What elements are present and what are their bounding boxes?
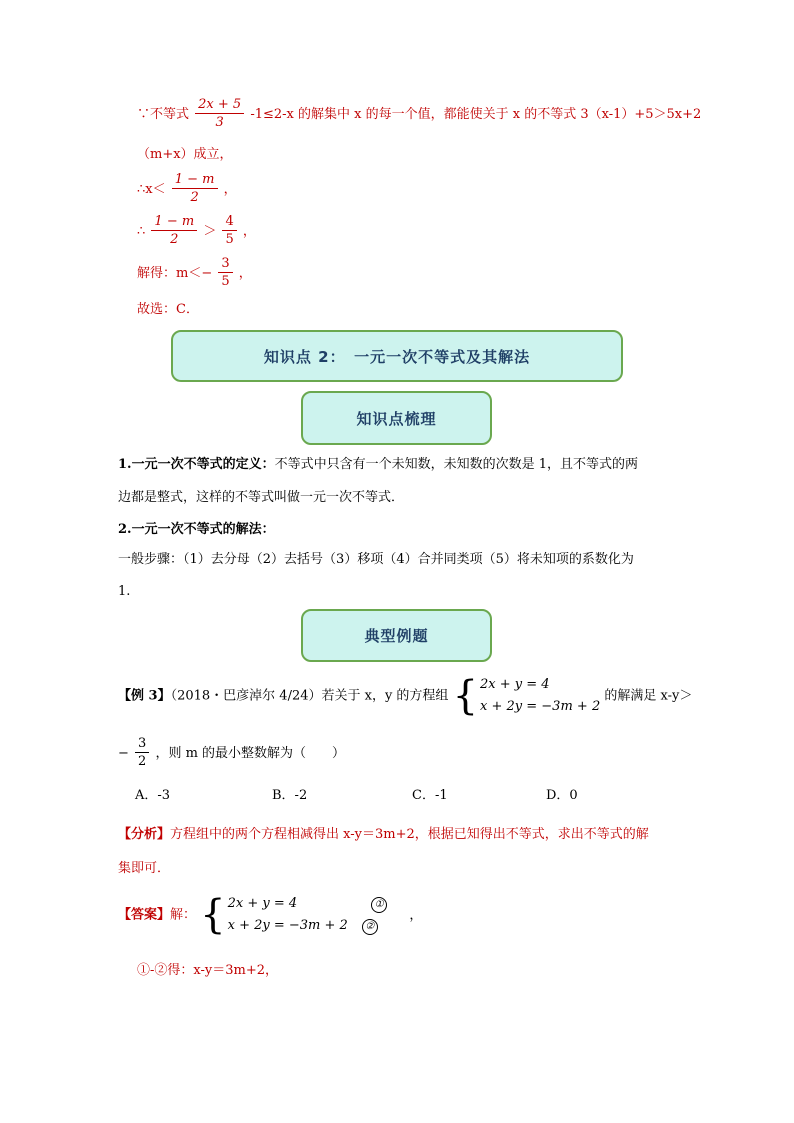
circled-number-2: ② xyxy=(362,919,378,935)
example-ask: ，则 m 的最小整数解为（ ） xyxy=(155,746,346,761)
solution-line-6: 故选：C． xyxy=(137,302,199,317)
fraction-denominator: 2 xyxy=(190,190,199,205)
definition-paragraph xyxy=(118,456,638,474)
solution-operator: ＞ xyxy=(203,224,217,239)
solution-line-3 xyxy=(137,172,237,207)
fraction xyxy=(218,256,232,291)
solution-line-5 xyxy=(137,256,252,291)
circled-number-1: ① xyxy=(371,897,387,913)
fraction-denominator: 2 xyxy=(138,754,147,769)
solution-text: ， xyxy=(223,182,237,197)
answer-tag: 【答案】 xyxy=(118,907,171,923)
minus-sign: − xyxy=(118,746,129,761)
solution-text: ∴ xyxy=(137,224,146,239)
equation-2: x + 2y = −3m + 2 xyxy=(480,699,601,714)
definition-title: 1.一元一次不等式的定义： xyxy=(118,457,275,472)
example-question xyxy=(118,674,692,718)
option-b: B．-2 xyxy=(272,788,308,803)
fraction xyxy=(222,214,236,249)
fraction xyxy=(172,172,218,207)
answer-equation-2 xyxy=(228,915,388,937)
solution-text: ， xyxy=(238,266,252,281)
brace-icon: { xyxy=(452,673,479,719)
fraction-denominator: 2 xyxy=(170,232,179,247)
answer-lead: 解： xyxy=(170,907,197,923)
option-c: C．-1 xyxy=(412,788,448,803)
answer-tail: ， xyxy=(409,907,423,923)
fraction-numerator: 4 xyxy=(222,214,236,231)
definition-text: 不等式中只含有一个未知数，未知数的次数是 1，且不等式的两 xyxy=(274,457,638,472)
example-question-cont xyxy=(118,736,345,771)
solution-line-2: （m+x）成立， xyxy=(137,147,233,162)
fraction-numerator: 2x + 5 xyxy=(195,97,244,114)
fraction-numerator: 3 xyxy=(218,256,232,273)
solution-text: -1≤2-x 的解集中 x 的每一个值，都能使关于 x 的不等式 3（x-1）+5＞5x+2 xyxy=(250,107,702,122)
brace-icon: { xyxy=(200,892,226,938)
analysis-tag: 【分析】 xyxy=(118,827,171,842)
fraction xyxy=(135,736,149,771)
solution-text: ∴x＜ xyxy=(137,182,166,197)
example-condition: 的解满足 x-y＞ xyxy=(604,688,693,704)
fraction-denominator: 5 xyxy=(225,232,234,247)
answer-equation-1 xyxy=(228,893,388,915)
fraction-denominator: 3 xyxy=(215,115,224,130)
option-d: D．0 xyxy=(546,788,578,803)
fraction-numerator: 3 xyxy=(135,736,149,753)
option-a: A．-3 xyxy=(135,788,171,803)
fraction-numerator: 1 − m xyxy=(151,214,197,231)
example-source: （2018・巴彦淖尔 4/24）若关于 x，y 的方程组 xyxy=(170,688,449,704)
equation-text: 2x + y = 4 xyxy=(227,896,298,911)
analysis-paragraph xyxy=(118,826,649,844)
method-steps-cont: 1. xyxy=(118,584,131,599)
answer-step: ①-②得：x-y＝3m+2， xyxy=(137,963,278,978)
method-title: 2.一元一次不等式的解法： xyxy=(118,522,275,537)
equation-system xyxy=(480,674,600,718)
analysis-paragraph-cont: 集即可． xyxy=(118,861,171,876)
typical-example-banner: 典型例题 xyxy=(301,609,492,662)
fraction xyxy=(151,214,197,249)
method-steps: 一般步骤：（1）去分母（2）去括号（3）移项（4）合并同类项（5）将未知项的系数化为 xyxy=(118,552,634,567)
solution-text: ∵不等式 xyxy=(137,107,190,122)
solution-text: ， xyxy=(242,224,256,239)
answer-block xyxy=(118,893,422,937)
definition-paragraph-cont: 边都是整式，这样的不等式叫做一元一次不等式． xyxy=(118,490,405,505)
analysis-text: 方程组中的两个方程相减得出 x-y＝3m+2，根据已知得出不等式，求出不等式的解 xyxy=(170,827,649,842)
solution-line-4 xyxy=(137,214,256,249)
knowledge-summary-banner: 知识点梳理 xyxy=(301,391,492,445)
example-tag: 【例 3】 xyxy=(118,688,171,704)
knowledge-point-banner: 知识点 2： 一元一次不等式及其解法 xyxy=(171,330,623,382)
fraction-numerator: 1 − m xyxy=(172,172,218,189)
fraction xyxy=(195,97,244,132)
solution-text: 解得：m＜− xyxy=(137,266,213,281)
fraction-denominator: 5 xyxy=(221,274,230,289)
solution-line-1 xyxy=(137,97,701,132)
equation-1: 2x + y = 4 xyxy=(480,677,550,692)
answer-equation-system xyxy=(228,893,388,937)
equation-text: x + 2y = −3m + 2 xyxy=(227,918,348,933)
